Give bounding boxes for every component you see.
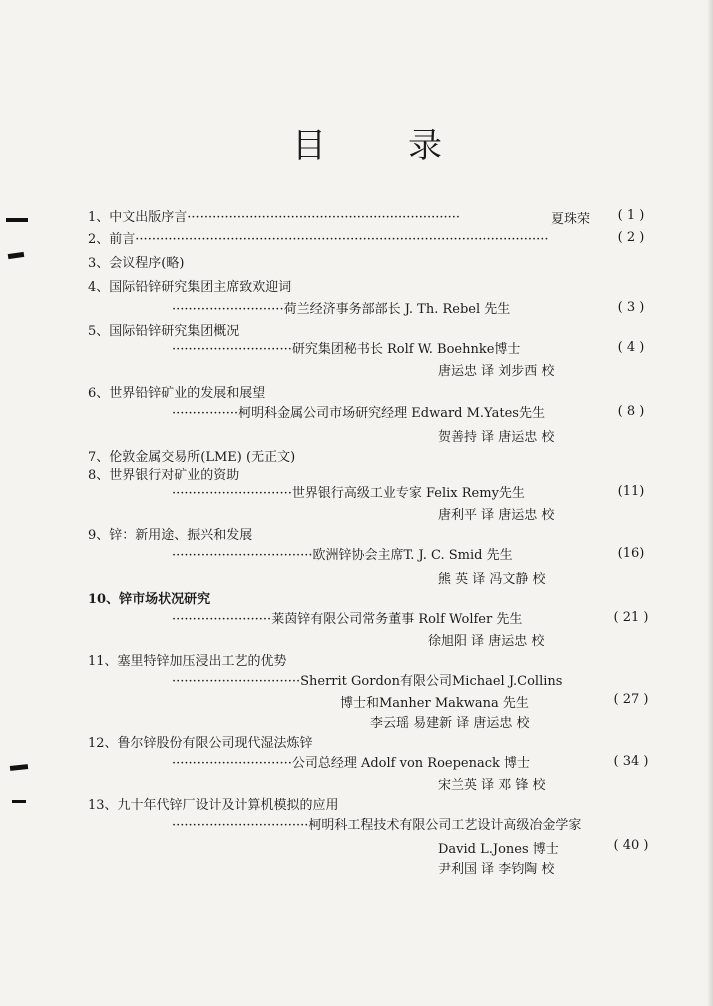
toc-entry-detail: ························莱茵锌有限公司常务董事 Rolf Wolfer 先生 <box>172 612 523 627</box>
toc-translator: 熊 英 译 冯文静 校 <box>438 572 546 587</box>
title-char: 目 <box>292 126 326 166</box>
toc-translator: 宋兰英 译 邓 锋 校 <box>438 778 546 793</box>
toc-entry: 9、锌：新用途、振兴和发展 <box>88 528 253 543</box>
toc-entry-detail: ················柯明科金属公司市场研究经理 Edward M.Yates先生 <box>172 406 545 421</box>
toc-page-number: (11) <box>617 484 645 499</box>
toc-page-number: ( 40 ) <box>613 838 649 853</box>
toc-page-number: ( 3 ) <box>617 300 645 315</box>
toc-translator: 尹利国 译 李钧陶 校 <box>438 862 555 877</box>
toc-entry-detail: ·······························Sherrit Gordon有限公司Michael J.Collins <box>172 674 563 689</box>
toc-entry: 7、伦敦金属交易所(LME) (无正文) <box>88 450 296 465</box>
toc-entry-detail: ·································柯明科工程技术有限公司工艺设计高级冶金学家 <box>172 818 582 833</box>
toc-translator: 李云瑶 易建新 译 唐运忠 校 <box>370 716 530 731</box>
toc-entry: 13、九十年代锌厂设计及计算机模拟的应用 <box>88 798 339 813</box>
binding-mark <box>8 252 25 259</box>
toc-page-number: ( 1 ) <box>617 208 645 223</box>
toc-translator: 徐旭阳 译 唐运忠 校 <box>428 634 545 649</box>
toc-page-number: ( 21 ) <box>613 610 649 625</box>
toc-page-number: ( 4 ) <box>617 340 645 355</box>
toc-page-number: (16) <box>617 546 645 561</box>
toc-entry: 8、世界银行对矿业的资助 <box>88 468 240 483</box>
toc-entry-detail: ·····························公司总经理 Adolf von Roepenack 博士 <box>172 756 531 771</box>
binding-mark <box>10 764 28 771</box>
toc-entry: 4、国际铅锌研究集团主席致欢迎词 <box>88 280 292 295</box>
title-char: 录 <box>408 126 442 166</box>
toc-entry: 5、国际铅锌研究集团概况 <box>88 324 240 339</box>
toc-entry: 1、中文出版序言·································································· <box>88 210 461 225</box>
toc-page-number: ( 34 ) <box>613 754 649 769</box>
toc-entry: 2、前言···································································································· <box>88 232 549 247</box>
binding-mark <box>6 218 28 222</box>
toc-page-number: ( 8 ) <box>617 404 645 419</box>
toc-translator: 贺善持 译 唐运忠 校 <box>438 430 555 445</box>
binding-mark <box>12 800 26 803</box>
toc-author-continued: 博士和Manher Makwana 先生 <box>340 696 529 711</box>
page-edge-shadow <box>707 0 713 1006</box>
page-title <box>292 118 442 167</box>
toc-translator: 唐运忠 译 刘步西 校 <box>438 364 555 379</box>
toc-entry-detail: ··································欧洲锌协会主席T. J. C. Smid 先生 <box>172 548 513 563</box>
toc-entry: 6、世界铅锌矿业的发展和展望 <box>88 386 266 401</box>
toc-entry-detail: ·····························世界银行高级工业专家 Felix Remy先生 <box>172 486 525 501</box>
toc-entry-detail: ···························荷兰经济事务部部长 J. Th. Rebel 先生 <box>172 302 511 317</box>
toc-page-number: ( 2 ) <box>617 230 645 245</box>
toc-author-continued: David L.Jones 博士 <box>438 842 559 857</box>
toc-author: 夏珠荣 <box>551 212 591 227</box>
toc-entry: 11、塞里特锌加压浸出工艺的优势 <box>88 654 287 669</box>
toc-page-number: ( 27 ) <box>613 692 649 707</box>
toc-entry: 3、会议程序(略) <box>88 256 185 271</box>
toc-entry: 10、锌市场状况研究 <box>88 592 211 607</box>
toc-entry-detail: ·····························研究集团秘书长 Rolf W. Boehnke博士 <box>172 342 521 357</box>
toc-entry: 12、鲁尔锌股份有限公司现代湿法炼锌 <box>88 736 313 751</box>
toc-translator: 唐利平 译 唐运忠 校 <box>438 508 555 523</box>
